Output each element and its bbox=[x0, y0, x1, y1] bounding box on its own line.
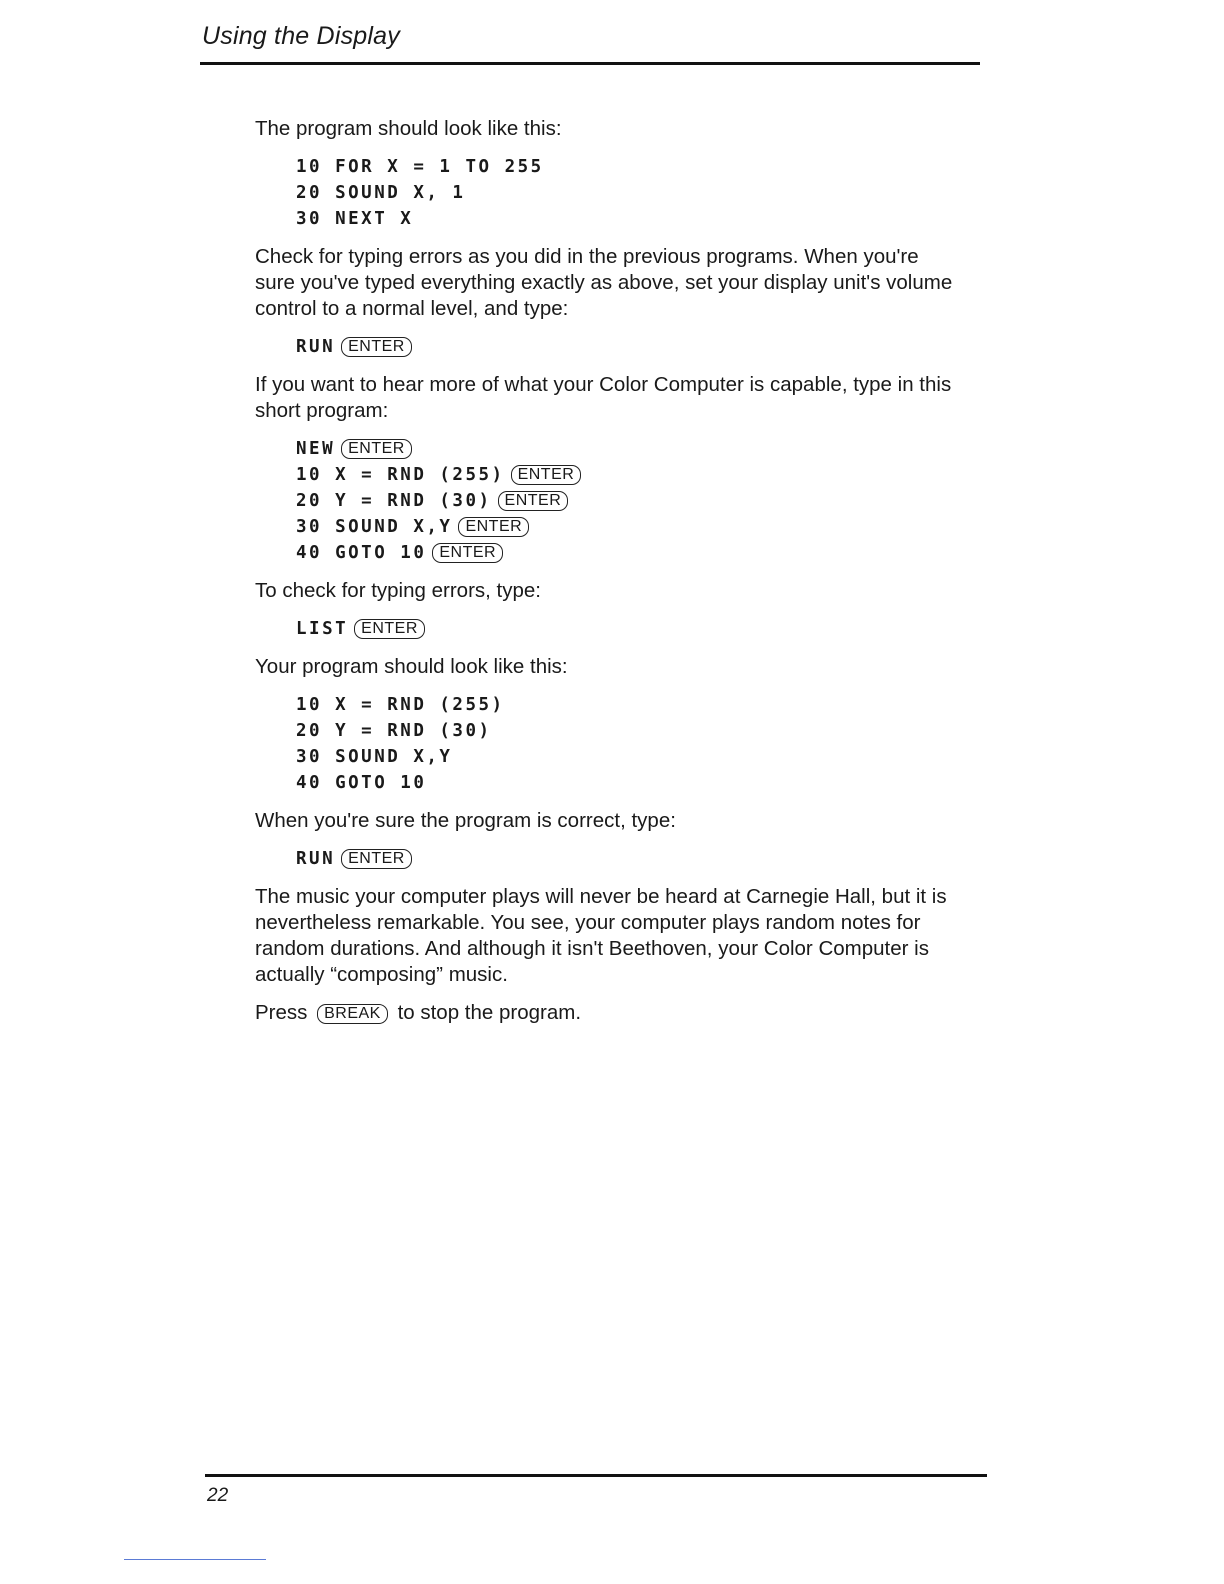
enter-key: ENTER bbox=[341, 337, 412, 357]
code-text: NEW bbox=[296, 439, 336, 459]
code-line bbox=[296, 206, 955, 232]
code-block-random-music-entry bbox=[296, 436, 955, 566]
code-block-run-2 bbox=[296, 846, 955, 872]
header-rule bbox=[200, 62, 980, 65]
stop-text: to stop the program. bbox=[397, 1001, 582, 1024]
code-block-list bbox=[296, 616, 955, 642]
footer-rule bbox=[205, 1474, 987, 1477]
code-line bbox=[296, 770, 955, 796]
code-text: 30 NEXT X bbox=[296, 209, 414, 229]
enter-key: ENTER bbox=[354, 619, 425, 639]
code-text: 20 Y = RND (30) bbox=[296, 491, 492, 511]
page-header-title: Using the Display bbox=[202, 22, 400, 50]
code-line bbox=[296, 718, 955, 744]
code-text: LIST bbox=[296, 619, 349, 639]
break-key: BREAK bbox=[317, 1004, 388, 1024]
enter-key: ENTER bbox=[432, 543, 503, 563]
code-line bbox=[296, 846, 955, 872]
code-line bbox=[296, 154, 955, 180]
code-text: 30 SOUND X,Y bbox=[296, 517, 453, 537]
enter-key: ENTER bbox=[458, 517, 529, 537]
code-line bbox=[296, 616, 955, 642]
code-text: RUN bbox=[296, 849, 336, 869]
code-text: 20 Y = RND (30) bbox=[296, 721, 492, 741]
scan-artifact-line bbox=[124, 1559, 266, 1560]
enter-key: ENTER bbox=[341, 849, 412, 869]
code-text: 10 FOR X = 1 TO 255 bbox=[296, 157, 544, 177]
code-text: 10 X = RND (255) bbox=[296, 465, 505, 485]
code-text: 40 GOTO 10 bbox=[296, 543, 427, 563]
code-text: 30 SOUND X,Y bbox=[296, 747, 453, 767]
code-line bbox=[296, 436, 955, 462]
code-line bbox=[296, 488, 955, 514]
code-line bbox=[296, 744, 955, 770]
code-line bbox=[296, 334, 955, 360]
paragraph-intro: The program should look like this: bbox=[255, 117, 562, 140]
paragraph-check-typing: To check for typing errors, type: bbox=[255, 579, 541, 602]
paragraph-hear-more: If you want to hear more of what your Color Computer is capable, type in this short program: bbox=[255, 373, 952, 422]
code-line bbox=[296, 514, 955, 540]
press-text: Press bbox=[255, 1001, 308, 1024]
page-number: 22 bbox=[207, 1485, 229, 1506]
paragraph-check-errors: Check for typing errors as you did in the previous programs. When you're sure you've typed everything exactly as above, set your display unit's volume control to a normal level, and type: bbox=[255, 245, 953, 320]
enter-key: ENTER bbox=[498, 491, 569, 511]
code-line bbox=[296, 692, 955, 718]
enter-key: ENTER bbox=[341, 439, 412, 459]
code-text: 20 SOUND X, 1 bbox=[296, 183, 466, 203]
code-block-random-music-listing bbox=[296, 692, 955, 796]
paragraph-program-look: Your program should look like this: bbox=[255, 655, 568, 678]
paragraph-correct-type: When you're sure the program is correct, type: bbox=[255, 809, 676, 832]
paragraph-music-description: The music your computer plays will never be heard at Carnegie Hall, but it is nevertheless remarkable. You see, your computer plays random notes for random durations. And although it isn't Beethoven, your Color Computer is actually “composing” music. bbox=[255, 885, 947, 986]
code-line bbox=[296, 180, 955, 206]
code-text: RUN bbox=[296, 337, 336, 357]
code-text: 10 X = RND (255) bbox=[296, 695, 505, 715]
enter-key: ENTER bbox=[511, 465, 582, 485]
code-line bbox=[296, 540, 955, 566]
code-block-run-1 bbox=[296, 334, 955, 360]
page-content bbox=[255, 116, 955, 1038]
code-block-sound-loop bbox=[296, 154, 955, 232]
code-text: 40 GOTO 10 bbox=[296, 773, 427, 793]
code-line bbox=[296, 462, 955, 488]
paragraph-press-break bbox=[255, 1000, 955, 1026]
